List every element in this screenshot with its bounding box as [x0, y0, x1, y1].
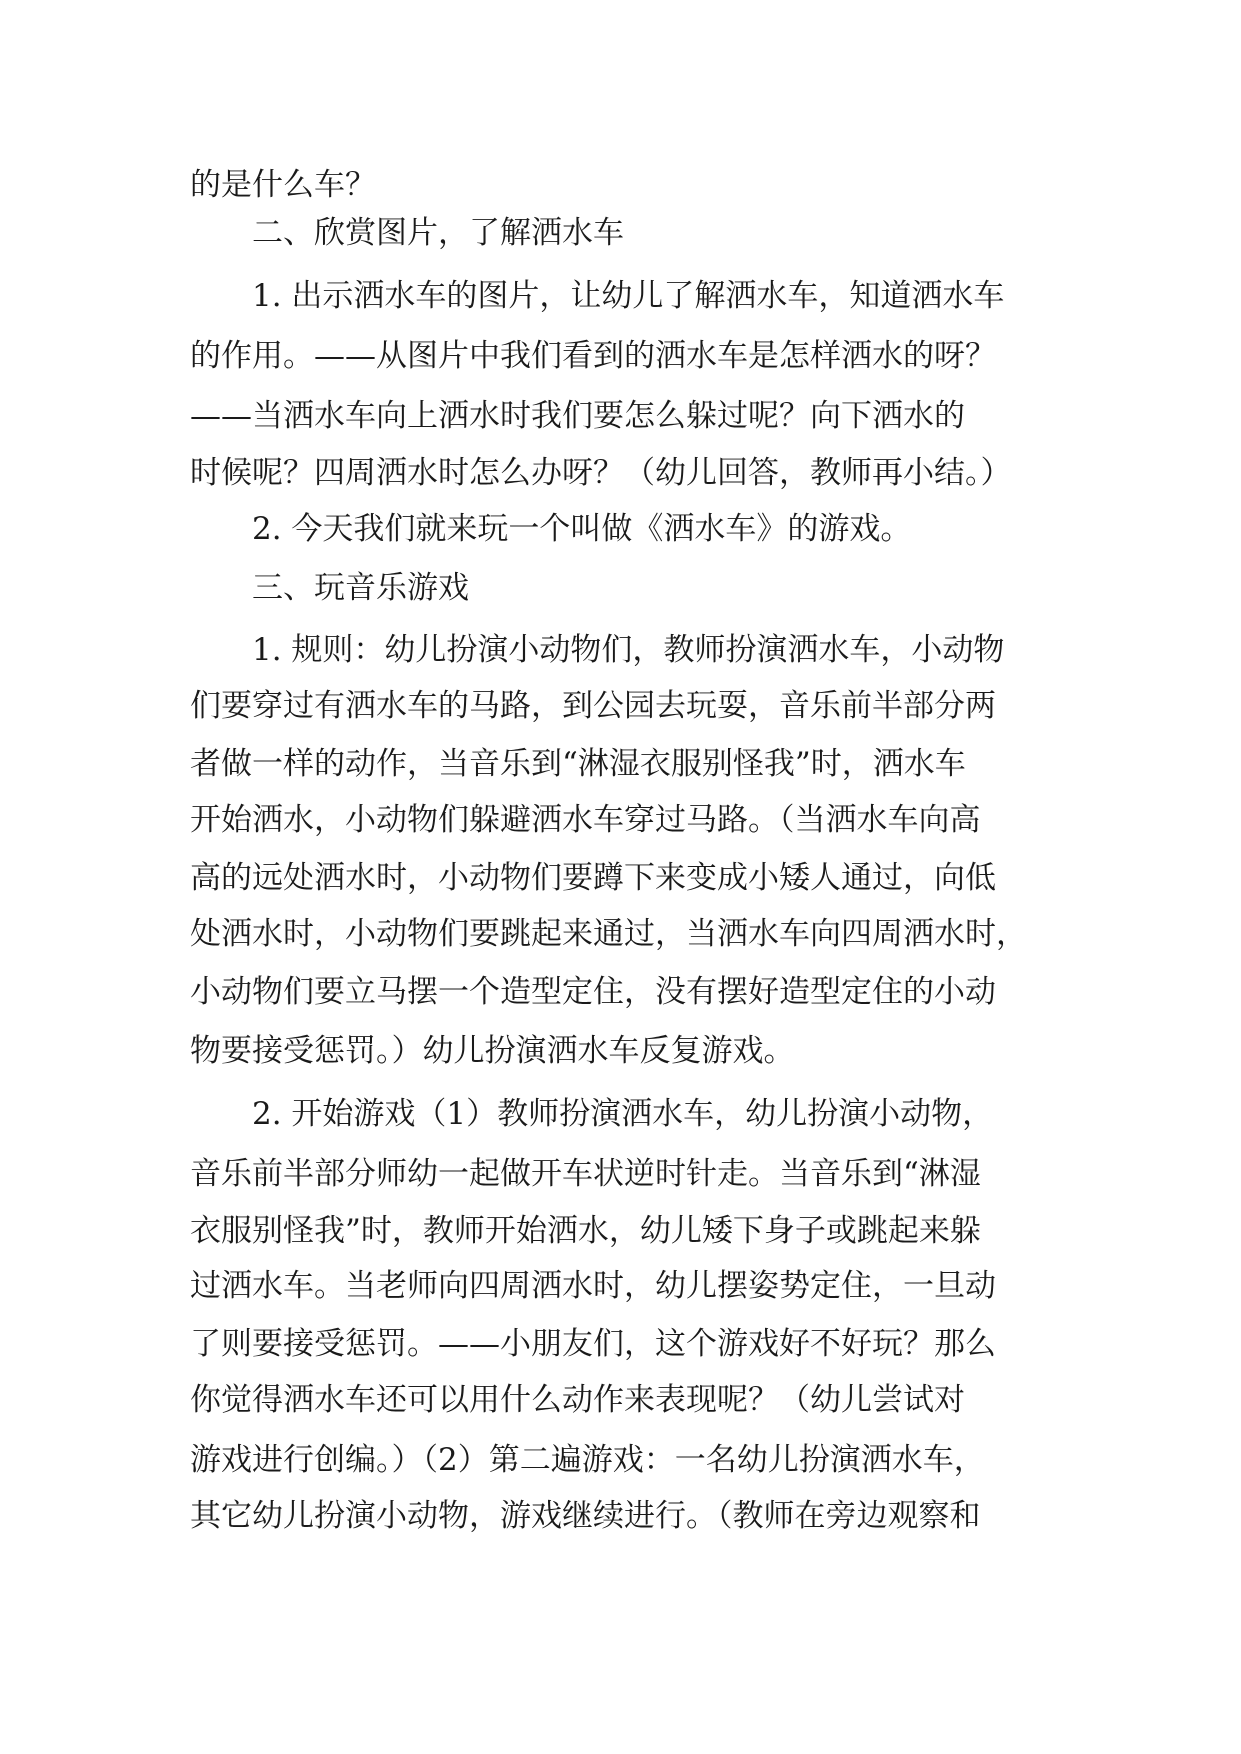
text-line: 2. 今天我们就来玩一个叫做《洒水车》的游戏。	[252, 511, 912, 547]
text-line: 时候呢？四周洒水时怎么办呀？（幼儿回答，教师再小结。）	[190, 455, 1012, 491]
text-line: 游戏进行创编。）（2）第二遍游戏：一名幼儿扮演洒水车，	[190, 1442, 985, 1478]
text-line: 小动物们要立马摆一个造型定住，没有摆好造型定住的小动	[190, 974, 996, 1010]
text-line: 了则要接受惩罚。——小朋友们，这个游戏好不好玩？那么	[190, 1326, 996, 1362]
text-line: 音乐前半部分师幼一起做开车状逆时针走。当音乐到“淋湿	[190, 1156, 981, 1192]
text-line: 的作用。——从图片中我们看到的洒水车是怎样洒水的呀？	[190, 338, 996, 374]
text-line: 处洒水时，小动物们要跳起来通过，当洒水车向四周洒水时，	[190, 916, 1027, 952]
text-line: 的是什么车？	[190, 167, 376, 203]
text-line: 高的远处洒水时，小动物们要蹲下来变成小矮人通过，向低	[190, 860, 996, 896]
text-line: 其它幼儿扮演小动物，游戏继续进行。（教师在旁边观察和	[190, 1498, 981, 1534]
text-line: 开始洒水，小动物们躲避洒水车穿过马路。（当洒水车向高	[190, 802, 981, 838]
text-line: 你觉得洒水车还可以用什么动作来表现呢？（幼儿尝试对	[190, 1382, 965, 1418]
section-heading: 三、玩音乐游戏	[252, 570, 469, 606]
text-line: 过洒水车。当老师向四周洒水时，幼儿摆姿势定住，一旦动	[190, 1268, 996, 1304]
text-line: 衣服别怪我”时，教师开始洒水，幼儿矮下身子或跳起来躲	[190, 1213, 981, 1249]
text-line: 物要接受惩罚。）幼儿扮演洒水车反复游戏。	[190, 1033, 795, 1069]
text-line: 2. 开始游戏（1）教师扮演洒水车，幼儿扮演小动物，	[252, 1096, 994, 1132]
text-line: 者做一样的动作，当音乐到“淋湿衣服别怪我”时，洒水车	[190, 746, 966, 782]
text-line: 们要穿过有洒水车的马路，到公园去玩耍，音乐前半部分两	[190, 688, 996, 724]
text-line: 1. 出示洒水车的图片，让幼儿了解洒水车，知道洒水车	[252, 278, 1005, 314]
section-heading: 二、欣赏图片，了解洒水车	[252, 215, 624, 251]
text-line: ——当洒水车向上洒水时我们要怎么躲过呢？向下洒水的	[190, 398, 965, 434]
text-line: 1. 规则：幼儿扮演小动物们，教师扮演洒水车，小动物	[252, 632, 1005, 668]
